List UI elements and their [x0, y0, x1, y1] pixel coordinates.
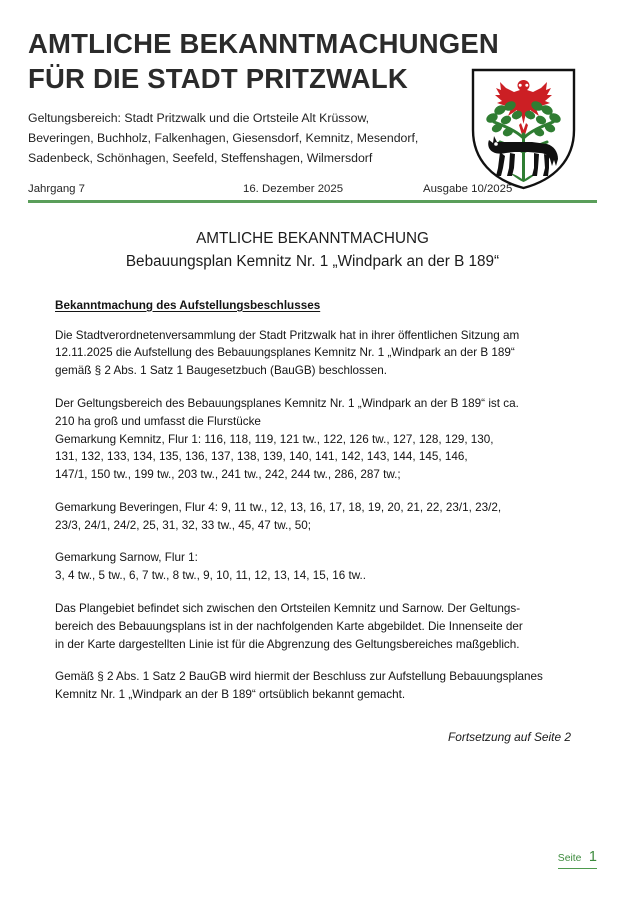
parcels-kemnitz-line-2: 131, 132, 133, 134, 135, 136, 137, 138, 139, 140, 141, 142, 143, 144, 145, 146, [55, 450, 468, 464]
page-number: 1 [588, 849, 597, 865]
coat-of-arms-icon [470, 68, 577, 190]
document-title-line-1: AMTLICHE BEKANNTMACHUNG [196, 230, 429, 248]
paragraph-area-scope-line-2: 210 ha groß und umfasst die Flurstücke [55, 414, 261, 428]
paragraph-location-line-1: Das Plangebiet befindet sich zwischen den Ortsteilen Kemnitz und Sarnow. Der Geltungs- [55, 601, 521, 615]
document-body [28, 299, 597, 744]
issue-number: Ausgabe 10/2025 [423, 183, 513, 196]
publication-title-line-1: AMTLICHE BEKANNTMACHUNGEN [28, 28, 499, 59]
parcels-sarnow-line-1: Gemarkung Sarnow, Flur 1: [55, 551, 198, 565]
document-title [28, 227, 597, 274]
volume-label: Jahrgang 7 [28, 183, 85, 196]
paragraph-area-scope [55, 395, 571, 484]
scope-line-3: Sadenbeck, Schönhagen, Seefeld, Steffenshagen, Wilmersdorf [28, 151, 373, 166]
publication-title-line-2: FÜR DIE STADT PRITZWALK [28, 63, 408, 95]
paragraph-public-notice-line-1: Gemäß § 2 Abs. 1 Satz 2 BauGB wird hiermit der Beschluss zur Aufstellung Bebauungsplanes [55, 670, 543, 684]
scope-line-1: Geltungsbereich: Stadt Pritzwalk und die Ortsteile Alt Krüssow, [28, 111, 370, 126]
paragraph-location-line-2: bereich des Bebauungsplans ist in der nachfolgenden Karte abgebildet. Die Innenseite der [55, 619, 523, 633]
parcels-beveringen [55, 499, 571, 535]
page-label: Seite [557, 853, 582, 864]
paragraph-resolution-line-1: Die Stadtverordnetenversammlung der Stadt Pritzwalk hat in ihrer öffentlichen Sitzung am [55, 328, 520, 342]
section-heading: Bekanntmachung des Aufstellungsbeschlusses [55, 298, 321, 312]
parcels-kemnitz-line-3: 147/1, 150 tw., 199 tw., 203 tw., 241 tw., 242, 244 tw., 286, 287 tw.; [55, 468, 401, 482]
page-footer [558, 848, 597, 869]
parcels-sarnow [55, 549, 571, 585]
parcels-beveringen-line-1: Gemarkung Beveringen, Flur 4: 9, 11 tw., 12, 13, 16, 17, 18, 19, 20, 21, 22, 23/1, 23/2, [55, 500, 502, 514]
parcels-sarnow-line-2: 3, 4 tw., 5 tw., 6, 7 tw., 8 tw., 9, 10, 11, 12, 13, 14, 15, 16 tw.. [55, 569, 366, 583]
paragraph-area-scope-line-1: Der Geltungsbereich des Bebauungsplanes Kemnitz Nr. 1 „Windpark an der B 189“ ist ca. [55, 396, 519, 410]
continuation-note: Fortsetzung auf Seite 2 [448, 729, 571, 744]
document-title-line-2: Bebauungsplan Kemnitz Nr. 1 „Windpark an der B 189“ [125, 253, 500, 271]
scope-statement [28, 109, 478, 169]
header-divider [28, 200, 597, 203]
parcels-beveringen-line-2: 23/3, 24/1, 24/2, 25, 31, 32, 33 tw., 45, 47 tw., 50; [55, 518, 312, 532]
paragraph-location-line-3: in der Karte dargestellten Linie ist für die Abgrenzung des Geltungsbereiches maßgeblich. [55, 637, 520, 651]
paragraph-resolution-line-2: 12.11.2025 die Aufstellung des Bebauungsplanes Kemnitz Nr. 1 „Windpark an der B 189“ [55, 346, 515, 360]
page-indicator [558, 848, 597, 869]
issue-date: 16. Dezember 2025 [243, 183, 344, 196]
masthead [28, 0, 597, 203]
paragraph-resolution-line-3: gemäß § 2 Abs. 1 Satz 1 Baugesetzbuch (BauGB) beschlossen. [55, 364, 387, 378]
scope-line-2: Beveringen, Buchholz, Falkenhagen, Giesensdorf, Kemnitz, Mesendorf, [28, 131, 419, 146]
paragraph-public-notice-line-2: Kemnitz Nr. 1 „Windpark an der B 189“ ortsüblich bekannt gemacht. [55, 688, 406, 702]
parcels-kemnitz-line-1: Gemarkung Kemnitz, Flur 1: 116, 118, 119, 121 tw., 122, 126 tw., 127, 128, 129, 130, [55, 432, 494, 446]
paragraph-public-notice [55, 668, 571, 704]
publication-title [28, 26, 499, 96]
paragraph-location [55, 600, 571, 653]
paragraph-resolution [55, 327, 571, 380]
